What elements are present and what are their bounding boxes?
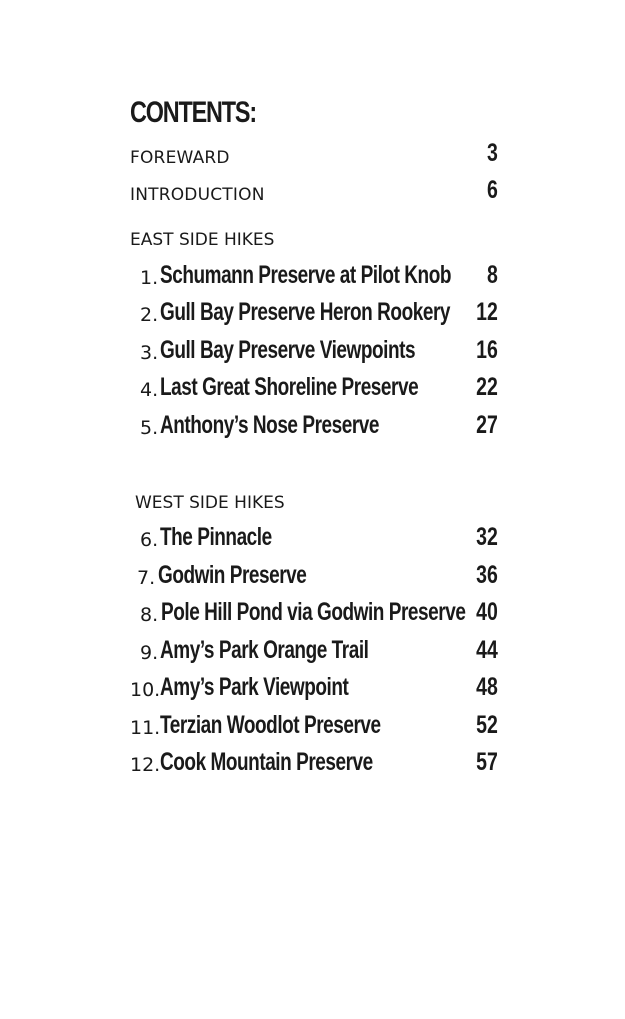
toc-entry-number: 1. [140, 267, 159, 289]
toc-entry-title: Schumann Preserve at Pilot Knob [160, 261, 451, 289]
toc-page-number: 44 [476, 636, 498, 664]
toc-entry-number: 10. [130, 679, 161, 701]
toc-entry[interactable] [130, 412, 498, 442]
section-heading-east: EAST SIDE HIKES [130, 230, 275, 250]
toc-entry-number: 4. [140, 379, 159, 401]
toc-entry-foreward[interactable] [130, 140, 498, 170]
toc-entry-title: Terzian Woodlot Preserve [160, 711, 381, 739]
toc-page-number: 22 [476, 373, 498, 401]
toc-entry-number: 12. [130, 754, 161, 776]
toc-entry-number: 2. [140, 304, 159, 326]
toc-page-number: 3 [487, 139, 498, 167]
toc-entry-number: 3. [140, 342, 159, 364]
toc-entry-introduction[interactable] [130, 177, 498, 207]
toc-entry[interactable] [130, 337, 498, 367]
toc-entry-title: Cook Mountain Preserve [160, 748, 373, 776]
toc-entry[interactable] [130, 674, 498, 704]
toc-page-number: 12 [476, 298, 498, 326]
toc-page-number: 57 [476, 748, 498, 776]
toc-entry[interactable] [130, 749, 498, 779]
toc-page-number: 16 [476, 336, 498, 364]
toc-entry-number: 11. [130, 717, 161, 739]
toc-entry[interactable] [130, 524, 498, 554]
toc-page-number: 48 [476, 673, 498, 701]
toc-entry-title: Gull Bay Preserve Heron Rookery [160, 298, 450, 326]
toc-entry[interactable] [130, 637, 498, 667]
toc-entry[interactable] [130, 562, 498, 592]
toc-page-number: 8 [487, 261, 498, 289]
page-title: CONTENTS: [130, 96, 256, 129]
toc-entry-title: The Pinnacle [160, 523, 272, 551]
toc-page-number: 6 [487, 176, 498, 204]
toc-page-number: 27 [476, 411, 498, 439]
toc-entry-number: 5. [140, 417, 159, 439]
toc-page-number: 36 [476, 561, 498, 589]
toc-entry[interactable] [130, 712, 498, 742]
toc-entry-title: Godwin Preserve [158, 561, 307, 589]
toc-entry-number: 8. [140, 604, 159, 626]
toc-page-number: 52 [476, 711, 498, 739]
toc-entry-label: FOREWARD [130, 148, 230, 168]
toc-entry-label: INTRODUCTION [130, 185, 265, 205]
toc-page-number: 40 [476, 598, 498, 626]
toc-entry-number: 6. [140, 529, 159, 551]
toc-entry-title: Amy’s Park Viewpoint [160, 673, 349, 701]
toc-entry-number: 7. [137, 567, 156, 589]
toc-entry-title: Gull Bay Preserve Viewpoints [160, 336, 416, 364]
toc-entry[interactable] [130, 262, 498, 292]
toc-entry-title: Amy’s Park Orange Trail [160, 636, 369, 664]
toc-entry-title: Pole Hill Pond via Godwin Preserve [161, 598, 466, 626]
toc-page-number: 32 [476, 523, 498, 551]
toc-entry-title: Anthony’s Nose Preserve [160, 411, 380, 439]
toc-entry[interactable] [130, 599, 498, 629]
toc-entry-title: Last Great Shoreline Preserve [160, 373, 419, 401]
section-heading-west: WEST SIDE HIKES [135, 493, 285, 513]
toc-entry[interactable] [130, 299, 498, 329]
toc-entry[interactable] [130, 374, 498, 404]
toc-entry-number: 9. [140, 642, 159, 664]
